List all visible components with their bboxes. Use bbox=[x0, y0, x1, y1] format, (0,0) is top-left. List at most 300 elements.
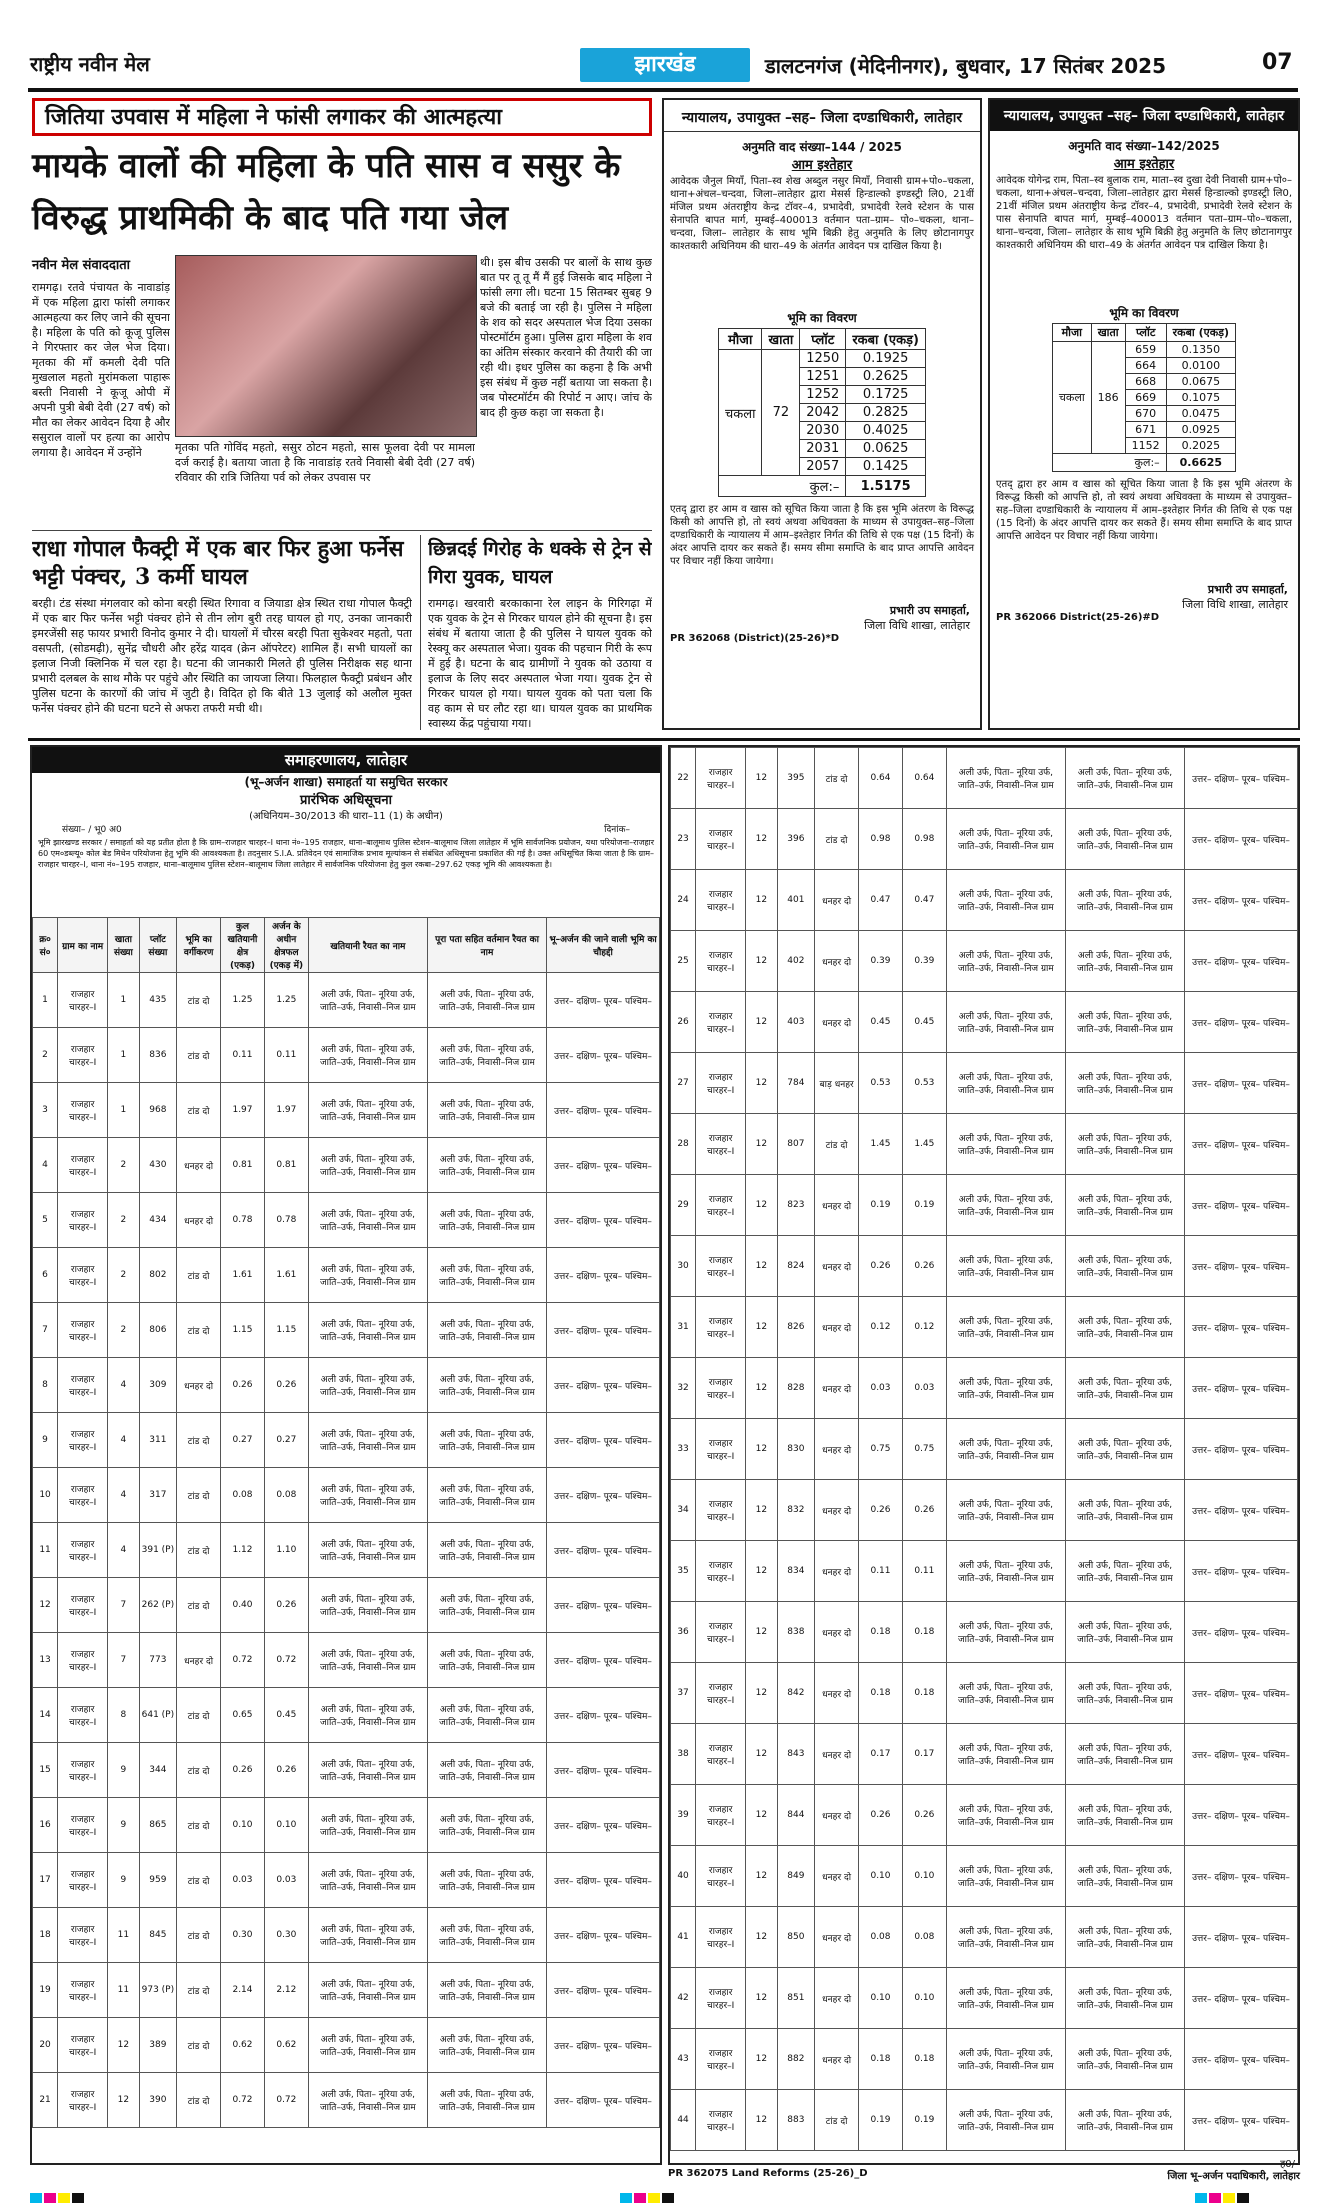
table-cell: धनहर दो bbox=[815, 1297, 859, 1358]
table-cell: धनहर दो bbox=[815, 1480, 859, 1541]
raiyat-cell: अली उर्फ, पिता– नूरिया उर्फ, जाति–उर्फ, निवासी–निज ग्राम bbox=[308, 2073, 427, 2128]
table-row bbox=[33, 1578, 660, 1633]
table-row bbox=[671, 1175, 1298, 1236]
boundary-cell: उत्तर– दक्षिण– पूरब– पश्चिम– bbox=[547, 1303, 660, 1358]
current-raiyat-cell: अली उर्फ, पिता– नूरिया उर्फ, जाति–उर्फ, निवासी–निज ग्राम bbox=[427, 1908, 546, 1963]
boundary-cell: उत्तर– दक्षिण– पूरब– पश्चिम– bbox=[1185, 1907, 1298, 1968]
table-cell: राजहार चारहर–I bbox=[696, 931, 746, 992]
table-cell: 0.98 bbox=[902, 809, 946, 870]
table-row bbox=[671, 992, 1298, 1053]
table-cell: राजहार चारहर–I bbox=[696, 1358, 746, 1419]
plot-cell: 1152 bbox=[1125, 438, 1166, 454]
raiyat-cell: अली उर्फ, पिता– नूरिया उर्फ, जाति–उर्फ, निवासी–निज ग्राम bbox=[308, 1633, 427, 1688]
table-cell: टांड दो bbox=[177, 1413, 221, 1468]
raiyat-cell: अली उर्फ, पिता– नूरिया उर्फ, जाति–उर्फ, निवासी–निज ग्राम bbox=[308, 1083, 427, 1138]
boundary-cell: उत्तर– दक्षिण– पूरब– पश्चिम– bbox=[1185, 1968, 1298, 2029]
table-cell: राजहार चारहर–I bbox=[58, 973, 108, 1028]
table-cell: राजहार चारहर–I bbox=[58, 1028, 108, 1083]
table-cell: 0.12 bbox=[859, 1297, 903, 1358]
table-cell: राजहार चारहर–I bbox=[58, 1908, 108, 1963]
current-raiyat-cell: अली उर्फ, पिता– नूरिया उर्फ, जाति–उर्फ, निवासी–निज ग्राम bbox=[1065, 1602, 1184, 1663]
table-cell: 0.03 bbox=[264, 1853, 308, 1908]
table-cell: 4 bbox=[108, 1468, 139, 1523]
current-raiyat-cell: अली उर्फ, पिता– नूरिया उर्फ, जाति–उर्फ, निवासी–निज ग्राम bbox=[1065, 931, 1184, 992]
raiyat-cell: अली उर्फ, पिता– नूरिया उर्फ, जाति–उर्फ, निवासी–निज ग्राम bbox=[946, 1968, 1065, 2029]
area-cell: 0.0625 bbox=[846, 440, 926, 458]
area-cell: 0.0475 bbox=[1166, 406, 1235, 422]
table-cell: 850 bbox=[777, 1907, 815, 1968]
table-cell: 12 bbox=[746, 1297, 777, 1358]
area-cell: 0.1075 bbox=[1166, 390, 1235, 406]
table-row bbox=[33, 1468, 660, 1523]
current-raiyat-cell: अली उर्फ, पिता– नूरिया उर्फ, जाति–उर्फ, निवासी–निज ग्राम bbox=[1065, 1480, 1184, 1541]
table-cell: 0.81 bbox=[264, 1138, 308, 1193]
boundary-cell: उत्तर– दक्षिण– पूरब– पश्चिम– bbox=[1185, 1053, 1298, 1114]
table-cell: 0.45 bbox=[902, 992, 946, 1053]
table-cell: 0.19 bbox=[859, 1175, 903, 1236]
table-cell: 784 bbox=[777, 1053, 815, 1114]
table-cell: 0.72 bbox=[221, 1633, 265, 1688]
table-cell: 1.25 bbox=[264, 973, 308, 1028]
table-cell: 2 bbox=[33, 1028, 58, 1083]
plot-cell: 669 bbox=[1125, 390, 1166, 406]
table-cell: 843 bbox=[777, 1724, 815, 1785]
current-raiyat-cell: अली उर्फ, पिता– नूरिया उर्फ, जाति–उर्फ, निवासी–निज ग्राम bbox=[1065, 1114, 1184, 1175]
current-raiyat-cell: अली उर्फ, पिता– नूरिया उर्फ, जाति–उर्फ, निवासी–निज ग्राम bbox=[1065, 1175, 1184, 1236]
current-raiyat-cell: अली उर्फ, पिता– नूरिया उर्फ, जाति–उर्फ, निवासी–निज ग्राम bbox=[1065, 1968, 1184, 2029]
area-cell: 0.4025 bbox=[846, 422, 926, 440]
raiyat-cell: अली उर्फ, पिता– नूरिया उर्फ, जाति–उर्फ, निवासी–निज ग्राम bbox=[308, 1688, 427, 1743]
color-registration-bar bbox=[620, 2188, 740, 2200]
story-divider bbox=[32, 530, 652, 531]
table-cell: 435 bbox=[139, 973, 177, 1028]
table-cell: 844 bbox=[777, 1785, 815, 1846]
table-header: मौजा bbox=[719, 329, 762, 350]
notice-case-no: अनुमति वाद संख्या–142/2025 bbox=[1068, 139, 1220, 153]
table-cell: राजहार चारहर–I bbox=[696, 1907, 746, 1968]
area-cell: 0.1425 bbox=[846, 458, 926, 476]
table-cell: 9 bbox=[108, 1743, 139, 1798]
table-cell: 33 bbox=[671, 1419, 696, 1480]
table-cell: राजहार चारहर–I bbox=[696, 1053, 746, 1114]
raiyat-cell: अली उर्फ, पिता– नूरिया उर्फ, जाति–उर्फ, निवासी–निज ग्राम bbox=[946, 1175, 1065, 1236]
boundary-cell: उत्तर– दक्षिण– पूरब– पश्चिम– bbox=[1185, 1663, 1298, 1724]
table-cell: राजहार चारहर–I bbox=[696, 1846, 746, 1907]
table-cell: 311 bbox=[139, 1413, 177, 1468]
story2-headline: राधा गोपाल फैक्ट्री में एक बार फिर हुआ फर्नेस भट्टी पंक्चर, 3 कर्मी घायल bbox=[32, 536, 404, 590]
table-cell: धनहर दो bbox=[815, 992, 859, 1053]
table-cell: धनहर दो bbox=[177, 1138, 221, 1193]
boundary-cell: उत्तर– दक्षिण– पूरब– पश्चिम– bbox=[1185, 1175, 1298, 1236]
table-cell: 7 bbox=[108, 1578, 139, 1633]
table-row bbox=[671, 2090, 1298, 2151]
boundary-cell: उत्तर– दक्षिण– पूरब– पश्चिम– bbox=[1185, 809, 1298, 870]
notice-footer: एतद् द्वारा हर आम व खास को सूचित किया जाता है कि इस भूमि अंतरण के विरूद्ध किसी को आपत्ति हो, तो स्वयं अथवा अधिवक्ता के माध्यम से उपायुक्त–सह–जिला दण्डाधिकारी के न्यायालय में आम–इश्तेहार निर्गत की तिथि से एक पक्ष (15 दिनों) के अंदर आपत्ति दायर कर सकते हैं। समय सीमा समाप्ति के बाद प्राप्त आपत्ति आवेदन पर विचार नहीं किया जायेगा। bbox=[996, 479, 1292, 542]
current-raiyat-cell: अली उर्फ, पिता– नूरिया उर्फ, जाति–उर्फ, निवासी–निज ग्राम bbox=[1065, 1358, 1184, 1419]
boundary-cell: उत्तर– दक्षिण– पूरब– पश्चिम– bbox=[547, 1248, 660, 1303]
table-row bbox=[33, 973, 660, 1028]
table-row bbox=[671, 931, 1298, 992]
table-cell: 845 bbox=[139, 1908, 177, 1963]
table-cell: 8 bbox=[108, 1688, 139, 1743]
table-cell: 0.26 bbox=[859, 1785, 903, 1846]
current-raiyat-cell: अली उर्फ, पिता– नूरिया उर्फ, जाति–उर्फ, निवासी–निज ग्राम bbox=[1065, 1724, 1184, 1785]
current-raiyat-cell: अली उर्फ, पिता– नूरिया उर्फ, जाति–उर्फ, निवासी–निज ग्राम bbox=[427, 1413, 546, 1468]
table-cell: 0.17 bbox=[859, 1724, 903, 1785]
current-raiyat-cell: अली उर्फ, पिता– नूरिया उर्फ, जाति–उर्फ, निवासी–निज ग्राम bbox=[427, 2018, 546, 2073]
table-row bbox=[671, 1297, 1298, 1358]
raiyat-cell: अली उर्फ, पिता– नूरिया उर्फ, जाति–उर्फ, निवासी–निज ग्राम bbox=[946, 1053, 1065, 1114]
current-raiyat-cell: अली उर्फ, पिता– नूरिया उर्फ, जाति–उर्फ, निवासी–निज ग्राम bbox=[1065, 1236, 1184, 1297]
photo-caption: मृतका पति गोविंद महतो, ससुर ठोटन महतो, सास फूलवा देवी पर मामला दर्ज कराई है। बताया जाता है कि नावाडांड़ रतवे निवासी बेबी देवी (27 वर्ष) रविवार की रात्रि जितिया पर्व को लेकर उपवास पर bbox=[175, 441, 475, 484]
table-cell: 309 bbox=[139, 1358, 177, 1413]
mauja-cell: चकला bbox=[1052, 342, 1091, 454]
raiyat-cell: अली उर्फ, पिता– नूरिया उर्फ, जाति–उर्फ, निवासी–निज ग्राम bbox=[946, 1297, 1065, 1358]
table-cell: 826 bbox=[777, 1297, 815, 1358]
current-raiyat-cell: अली उर्फ, पिता– नूरिया उर्फ, जाति–उर्फ, निवासी–निज ग्राम bbox=[427, 1578, 546, 1633]
table-cell: 0.11 bbox=[859, 1541, 903, 1602]
table-cell: राजहार चारहर–I bbox=[58, 1688, 108, 1743]
table-cell: धनहर दो bbox=[815, 1236, 859, 1297]
table-row bbox=[671, 1907, 1298, 1968]
table-cell: 22 bbox=[671, 748, 696, 809]
table-cell: 25 bbox=[671, 931, 696, 992]
table-cell: 0.08 bbox=[859, 1907, 903, 1968]
table-cell: राजहार चारहर–I bbox=[58, 1743, 108, 1798]
table-cell: 823 bbox=[777, 1175, 815, 1236]
table-row bbox=[671, 748, 1298, 809]
table-cell: 1.61 bbox=[264, 1248, 308, 1303]
raiyat-cell: अली उर्फ, पिता– नूरिया उर्फ, जाति–उर्फ, निवासी–निज ग्राम bbox=[308, 1798, 427, 1853]
table-row bbox=[33, 1358, 660, 1413]
current-raiyat-cell: अली उर्फ, पिता– नूरिया उर्फ, जाति–उर्फ, निवासी–निज ग्राम bbox=[1065, 2029, 1184, 2090]
lead-body-1: रामगढ़। रतवे पंचायत के नावाडांड़ में एक महिला द्वारा फांसी लगाकर आत्महत्या कर लिए जाने की सूचना है। महिला के पति को कूजू पुलिस ने गिरफ्तार कर जेल भेज दिया। मृतका की माँ कमली देवी पति मुखलाल महतो मुरांमकला पाहारू बस्ती निवासी ने कूजू ओपी में अपनी पुत्री बेबी देवी (27 वर्ष) को मौत का लेकर आवेदन दिया है और ससुराल वालों पर हत्या का आरोप लगाया है। आवेदन में उन्होंने bbox=[32, 281, 170, 459]
current-raiyat-cell: अली उर्फ, पिता– नूरिया उर्फ, जाति–उर्फ, निवासी–निज ग्राम bbox=[1065, 748, 1184, 809]
notice-ref: संख्या– / भू0 अ0 bbox=[62, 825, 122, 835]
table-cell: 12 bbox=[746, 1907, 777, 1968]
table-cell: टांड दो bbox=[177, 1083, 221, 1138]
table-cell: 317 bbox=[139, 1468, 177, 1523]
table-cell: धनहर दो bbox=[177, 1633, 221, 1688]
table-cell: राजहार चारहर–I bbox=[58, 2073, 108, 2128]
dateline: डालटनगंज (मेदिनीनगर), बुधवार, 17 सितंबर 2025 bbox=[765, 54, 1166, 78]
area-cell: 0.1925 bbox=[846, 350, 926, 368]
table-cell: 832 bbox=[777, 1480, 815, 1541]
boundary-cell: उत्तर– दक्षिण– पूरब– पश्चिम– bbox=[1185, 1480, 1298, 1541]
table-cell: 12 bbox=[108, 2073, 139, 2128]
table-cell: 1.12 bbox=[221, 1523, 265, 1578]
table-cell: धनहर दो bbox=[815, 1785, 859, 1846]
table-cell: 9 bbox=[33, 1413, 58, 1468]
table-cell: टांड दो bbox=[177, 1248, 221, 1303]
notice-case-no: अनुमति वाद संख्या–144 / 2025 bbox=[742, 140, 902, 154]
current-raiyat-cell: अली उर्फ, पिता– नूरिया उर्फ, जाति–उर्फ, निवासी–निज ग्राम bbox=[1065, 2090, 1184, 2151]
raiyat-cell: अली उर्फ, पिता– नूरिया उर्फ, जाति–उर्फ, निवासी–निज ग्राम bbox=[308, 1248, 427, 1303]
boundary-cell: उत्तर– दक्षिण– पूरब– पश्चिम– bbox=[547, 1963, 660, 2018]
table-cell: 0.18 bbox=[859, 2029, 903, 2090]
boundary-cell: उत्तर– दक्षिण– पूरब– पश्चिम– bbox=[547, 1413, 660, 1468]
table-cell: 0.10 bbox=[264, 1798, 308, 1853]
table-cell: 11 bbox=[108, 1908, 139, 1963]
table-cell: धनहर दो bbox=[815, 1602, 859, 1663]
table-cell: 0.19 bbox=[902, 1175, 946, 1236]
table-cell: 0.53 bbox=[859, 1053, 903, 1114]
raiyat-cell: अली उर्फ, पिता– नूरिया उर्फ, जाति–उर्फ, निवासी–निज ग्राम bbox=[308, 1413, 427, 1468]
table-cell: 0.45 bbox=[264, 1688, 308, 1743]
table-cell: 807 bbox=[777, 1114, 815, 1175]
area-cell: 0.1350 bbox=[1166, 342, 1235, 358]
khata-cell: 72 bbox=[762, 350, 800, 476]
current-raiyat-cell: अली उर्फ, पिता– नूरिया उर्फ, जाति–उर्फ, निवासी–निज ग्राम bbox=[1065, 1785, 1184, 1846]
table-cell: 11 bbox=[108, 1963, 139, 2018]
table-cell: धनहर दो bbox=[177, 1193, 221, 1248]
acquisition-table-left bbox=[32, 917, 660, 2128]
area-cell: 0.0925 bbox=[1166, 422, 1235, 438]
table-cell: राजहार चारहर–I bbox=[58, 2018, 108, 2073]
boundary-cell: उत्तर– दक्षिण– पूरब– पश्चिम– bbox=[1185, 1846, 1298, 1907]
current-raiyat-cell: अली उर्फ, पिता– नूरिया उर्फ, जाति–उर्फ, निवासी–निज ग्राम bbox=[1065, 1541, 1184, 1602]
table-cell: 27 bbox=[671, 1053, 696, 1114]
table-cell: 6 bbox=[33, 1248, 58, 1303]
table-cell: 12 bbox=[746, 2029, 777, 2090]
table-cell: 0.10 bbox=[902, 1968, 946, 2029]
table-cell: 31 bbox=[671, 1297, 696, 1358]
table-row bbox=[33, 1138, 660, 1193]
table-cell: 0.53 bbox=[902, 1053, 946, 1114]
table-header: प्लॉट bbox=[1125, 324, 1166, 342]
table-cell: 0.78 bbox=[264, 1193, 308, 1248]
table-cell: 0.11 bbox=[264, 1028, 308, 1083]
table-cell: टांड दो bbox=[177, 1578, 221, 1633]
table-cell: 12 bbox=[746, 1724, 777, 1785]
table-cell: 29 bbox=[671, 1175, 696, 1236]
table-cell: 2.12 bbox=[264, 1963, 308, 2018]
table-cell: 401 bbox=[777, 870, 815, 931]
story3-headline: छिन्नदई गिरोह के धक्के से ट्रेन से गिरा युवक, घायल bbox=[428, 538, 652, 588]
section-tag: झारखंड bbox=[580, 48, 750, 82]
table-cell: 21 bbox=[33, 2073, 58, 2128]
boundary-cell: उत्तर– दक्षिण– पूरब– पश्चिम– bbox=[547, 1688, 660, 1743]
table-cell: 0.26 bbox=[221, 1743, 265, 1798]
table-header: खाता संख्या bbox=[108, 918, 139, 973]
table-cell: 0.75 bbox=[859, 1419, 903, 1480]
current-raiyat-cell: अली उर्फ, पिता– नूरिया उर्फ, जाति–उर्फ, निवासी–निज ग्राम bbox=[1065, 870, 1184, 931]
current-raiyat-cell: अली उर्फ, पिता– नूरिया उर्फ, जाति–उर्फ, निवासी–निज ग्राम bbox=[427, 1633, 546, 1688]
table-cell: 0.62 bbox=[264, 2018, 308, 2073]
raiyat-cell: अली उर्फ, पिता– नूरिया उर्फ, जाति–उर्फ, निवासी–निज ग्राम bbox=[946, 1358, 1065, 1419]
current-raiyat-cell: अली उर्फ, पिता– नूरिया उर्फ, जाति–उर्फ, निवासी–निज ग्राम bbox=[427, 1523, 546, 1578]
table-cell: 828 bbox=[777, 1358, 815, 1419]
table-row bbox=[33, 1633, 660, 1688]
table-cell: 1.10 bbox=[264, 1523, 308, 1578]
table-cell: 14 bbox=[33, 1688, 58, 1743]
byline: नवीन मेल संवाददाता bbox=[32, 258, 130, 273]
table-row bbox=[671, 2029, 1298, 2090]
current-raiyat-cell: अली उर्फ, पिता– नूरिया उर्फ, जाति–उर्फ, निवासी–निज ग्राम bbox=[427, 1138, 546, 1193]
boundary-cell: उत्तर– दक्षिण– पूरब– पश्चिम– bbox=[1185, 748, 1298, 809]
masthead-rule bbox=[28, 88, 1298, 92]
table-cell: 0.26 bbox=[859, 1236, 903, 1297]
table-cell: 12 bbox=[746, 1846, 777, 1907]
boundary-cell: उत्तर– दक्षिण– पूरब– पश्चिम– bbox=[1185, 992, 1298, 1053]
table-cell: 0.27 bbox=[221, 1413, 265, 1468]
table-cell: 806 bbox=[139, 1303, 177, 1358]
table-cell: 0.72 bbox=[221, 2073, 265, 2128]
current-raiyat-cell: अली उर्फ, पिता– नूरिया उर्फ, जाति–उर्फ, निवासी–निज ग्राम bbox=[427, 1743, 546, 1798]
boundary-cell: उत्तर– दक्षिण– पूरब– पश्चिम– bbox=[547, 1358, 660, 1413]
table-header: प्लॉट bbox=[800, 329, 846, 350]
plot-cell: 668 bbox=[1125, 374, 1166, 390]
table-row bbox=[33, 1413, 660, 1468]
table-row bbox=[671, 1236, 1298, 1297]
table-cell: 12 bbox=[746, 931, 777, 992]
current-raiyat-cell: अली उर्फ, पिता– नूरिया उर्फ, जाति–उर्फ, निवासी–निज ग्राम bbox=[1065, 1907, 1184, 1968]
area-cell: 0.2825 bbox=[846, 404, 926, 422]
table-cell: 41 bbox=[671, 1907, 696, 1968]
boundary-cell: उत्तर– दक्षिण– पूरब– पश्चिम– bbox=[547, 2073, 660, 2128]
table-cell: राजहार चारहर–I bbox=[696, 992, 746, 1053]
table-cell: 0.27 bbox=[264, 1413, 308, 1468]
table-cell: टांड दो bbox=[177, 2073, 221, 2128]
table-cell: 773 bbox=[139, 1633, 177, 1688]
table-cell: 968 bbox=[139, 1083, 177, 1138]
table-cell: 1.61 bbox=[221, 1248, 265, 1303]
table-header: रकबा (एकड़) bbox=[846, 329, 926, 350]
table-cell: धनहर दो bbox=[815, 1724, 859, 1785]
current-raiyat-cell: अली उर्फ, पिता– नूरिया उर्फ, जाति–उर्फ, निवासी–निज ग्राम bbox=[427, 1248, 546, 1303]
table-cell: 24 bbox=[671, 870, 696, 931]
table-cell: 37 bbox=[671, 1663, 696, 1724]
table-header: प्लॉट संख्या bbox=[139, 918, 177, 973]
acquisition-table-right bbox=[670, 747, 1298, 2151]
table-cell: टांड दो bbox=[177, 1688, 221, 1743]
table-cell: राजहार चारहर–I bbox=[696, 1480, 746, 1541]
land-acquisition-notice bbox=[30, 745, 662, 2165]
table-header: रकबा (एकड़) bbox=[1166, 324, 1235, 342]
table-cell: 2 bbox=[108, 1193, 139, 1248]
signatory-office: जिला विधि शाखा, लातेहार bbox=[1182, 598, 1288, 611]
table-cell: टांड दो bbox=[815, 1114, 859, 1175]
notice-title: प्रारंभिक अधिसूचना bbox=[299, 793, 393, 808]
table-cell: 4 bbox=[108, 1358, 139, 1413]
table-cell: धनहर दो bbox=[815, 1907, 859, 1968]
table-cell: 0.26 bbox=[902, 1785, 946, 1846]
page-number: 07 bbox=[1262, 50, 1293, 75]
current-raiyat-cell: अली उर्फ, पिता– नूरिया उर्फ, जाति–उर्फ, निवासी–निज ग्राम bbox=[427, 1798, 546, 1853]
table-cell: 0.64 bbox=[859, 748, 903, 809]
table-cell: 5 bbox=[33, 1193, 58, 1248]
table-cell: 8 bbox=[33, 1358, 58, 1413]
table-cell: 1.97 bbox=[264, 1083, 308, 1138]
table-cell: राजहार चारहर–I bbox=[696, 2029, 746, 2090]
boundary-cell: उत्तर– दक्षिण– पूरब– पश्चिम– bbox=[1185, 1419, 1298, 1480]
lead-body-2: थी। इस बीच उसकी पर बालों के साथ कुछ बात पर तू तू मैं मैं हुई जिसके बाद महिला ने फांसी लगा ली। घटना 15 सितम्बर सुबह 9 बजे की बताई जा रही है। पुलिस ने महिला के शव को सदर अस्पताल भेज दिया उसका पोस्टमॉर्टम हुआ। पुलिस द्वारा महिला के शव का अंतिम संस्कार करवाने की तैयारी की जा रही थी। इधर पुलिस का कहना है कि अभी इस संबंध में कुछ नहीं बताया जा सकता है। जब पोस्टमॉर्टम की रिपोर्ट न आए। जांच के बाद ही कुछ कहा जा सकता है। bbox=[480, 256, 652, 419]
table-cell: 390 bbox=[139, 2073, 177, 2128]
table-header: खाता bbox=[762, 329, 800, 350]
raiyat-cell: अली उर्फ, पिता– नूरिया उर्फ, जाति–उर्फ, निवासी–निज ग्राम bbox=[946, 1602, 1065, 1663]
table-cell: धनहर दो bbox=[815, 1419, 859, 1480]
raiyat-cell: अली उर्फ, पिता– नूरिया उर्फ, जाति–उर्फ, निवासी–निज ग्राम bbox=[946, 992, 1065, 1053]
plot-cell: 659 bbox=[1125, 342, 1166, 358]
table-cell: टांड दो bbox=[177, 1908, 221, 1963]
table-cell: 851 bbox=[777, 1968, 815, 2029]
table-row bbox=[671, 1663, 1298, 1724]
plot-cell: 2057 bbox=[800, 458, 846, 476]
notice-subtitle: (अधिनियम–30/2013 की धारा–11 (1) के अधीन) bbox=[249, 811, 443, 822]
table-cell: 262 (P) bbox=[139, 1578, 177, 1633]
table-cell: 2 bbox=[108, 1303, 139, 1358]
land-details-table bbox=[1052, 323, 1236, 472]
table-cell: 0.10 bbox=[859, 1968, 903, 2029]
table-cell: 0.72 bbox=[264, 1633, 308, 1688]
table-cell: 0.03 bbox=[902, 1358, 946, 1419]
table-cell: टांड दो bbox=[177, 973, 221, 1028]
raiyat-cell: अली उर्फ, पिता– नूरिया उर्फ, जाति–उर्फ, निवासी–निज ग्राम bbox=[946, 2090, 1065, 2151]
current-raiyat-cell: अली उर्फ, पिता– नूरिया उर्फ, जाति–उर्फ, निवासी–निज ग्राम bbox=[1065, 992, 1184, 1053]
table-cell: 430 bbox=[139, 1138, 177, 1193]
column-rule bbox=[420, 535, 421, 730]
table-row bbox=[33, 1193, 660, 1248]
table-cell: 12 bbox=[746, 1053, 777, 1114]
table-cell: 0.11 bbox=[902, 1541, 946, 1602]
table-cell: राजहार चारहर–I bbox=[696, 2090, 746, 2151]
table-row bbox=[33, 1743, 660, 1798]
raiyat-cell: अली उर्फ, पिता– नूरिया उर्फ, जाति–उर्फ, निवासी–निज ग्राम bbox=[308, 1358, 427, 1413]
signatory-office: जिला विधि शाखा, लातेहार bbox=[864, 619, 970, 632]
table-cell: 12 bbox=[33, 1578, 58, 1633]
table-cell: 0.26 bbox=[221, 1358, 265, 1413]
signatory: ह0/– bbox=[1279, 2159, 1300, 2170]
table-cell: राजहार चारहर–I bbox=[58, 1963, 108, 2018]
boundary-cell: उत्तर– दक्षिण– पूरब– पश्चिम– bbox=[1185, 1236, 1298, 1297]
table-cell: 0.81 bbox=[221, 1138, 265, 1193]
table-cell: 0.62 bbox=[221, 2018, 265, 2073]
raiyat-cell: अली उर्फ, पिता– नूरिया उर्फ, जाति–उर्फ, निवासी–निज ग्राम bbox=[308, 973, 427, 1028]
boundary-cell: उत्तर– दक्षिण– पूरब– पश्चिम– bbox=[1185, 1724, 1298, 1785]
table-cell: 12 bbox=[746, 1785, 777, 1846]
plot-cell: 671 bbox=[1125, 422, 1166, 438]
plot-cell: 1252 bbox=[800, 386, 846, 404]
table-cell: 0.08 bbox=[902, 1907, 946, 1968]
table-row bbox=[719, 350, 926, 368]
table-cell: राजहार चारहर–I bbox=[696, 1663, 746, 1724]
table-cell: 1.45 bbox=[902, 1114, 946, 1175]
table-row bbox=[33, 1798, 660, 1853]
table-cell: 0.19 bbox=[859, 2090, 903, 2151]
table-cell: राजहार चारहर–I bbox=[58, 1798, 108, 1853]
notice-footer: एतद् द्वारा हर आम व खास को सूचित किया जाता है कि इस भूमि अंतरण के विरूद्ध किसी को आपत्ति हो, तो स्वयं अथवा अधिवक्ता के माध्यम से उपायुक्त–सह–जिला दण्डाधिकारी के न्यायालय में आम–इश्तेहार निर्गत की तिथि से एक पक्ष (15 दिनों) के अंदर आपत्ति दायर कर सकते हैं। समय सीमा समाप्ति के बाद प्राप्त आपत्ति आवेदन पर विचार नहीं किया जायेगा। bbox=[670, 504, 974, 567]
court-notice-142 bbox=[988, 98, 1300, 730]
boundary-cell: उत्तर– दक्षिण– पूरब– पश्चिम– bbox=[547, 2018, 660, 2073]
table-row bbox=[33, 1083, 660, 1138]
table-cell: टांड दो bbox=[815, 809, 859, 870]
table-header: खाता bbox=[1091, 324, 1125, 342]
raiyat-cell: अली उर्फ, पिता– नूरिया उर्फ, जाति–उर्फ, निवासी–निज ग्राम bbox=[946, 1114, 1065, 1175]
table-cell: 0.10 bbox=[859, 1846, 903, 1907]
table-cell: 12 bbox=[746, 1602, 777, 1663]
table-cell: 0.47 bbox=[859, 870, 903, 931]
table-cell: 865 bbox=[139, 1798, 177, 1853]
table-cell: राजहार चारहर–I bbox=[696, 1297, 746, 1358]
table-cell: 641 (P) bbox=[139, 1688, 177, 1743]
table-cell: राजहार चारहर–I bbox=[696, 1419, 746, 1480]
table-cell: 4 bbox=[108, 1413, 139, 1468]
table-cell: 17 bbox=[33, 1853, 58, 1908]
table-row bbox=[33, 1853, 660, 1908]
table-header: ग्राम का नाम bbox=[58, 918, 108, 973]
story3-body: रामगढ़। खरवारी बरकाकाना रेल लाइन के गिरिगढ़ा में एक युवक के ट्रेन से गिरकर घायल होने की सूचना है। इस संबंध में बताया जाता है की पुलिस ने घायल युवक को रेस्क्यू कर अस्पताल भेजा। युवक की पहचान गिरी के रूप में हुई है। घटना के बाद ग्रामीणों ने युवक को उठाया व इलाज के लिए सदर अस्पताल भेजा गया। युवक ट्रेन से गिरकर घायल हो गया। घायल युवक को पता चला कि वह काम से घर लौट रहा था। घायल युवक का प्राथमिक स्वास्थ्य केंद्र पहुंचाया गया। bbox=[428, 597, 652, 730]
table-cell: 802 bbox=[139, 1248, 177, 1303]
